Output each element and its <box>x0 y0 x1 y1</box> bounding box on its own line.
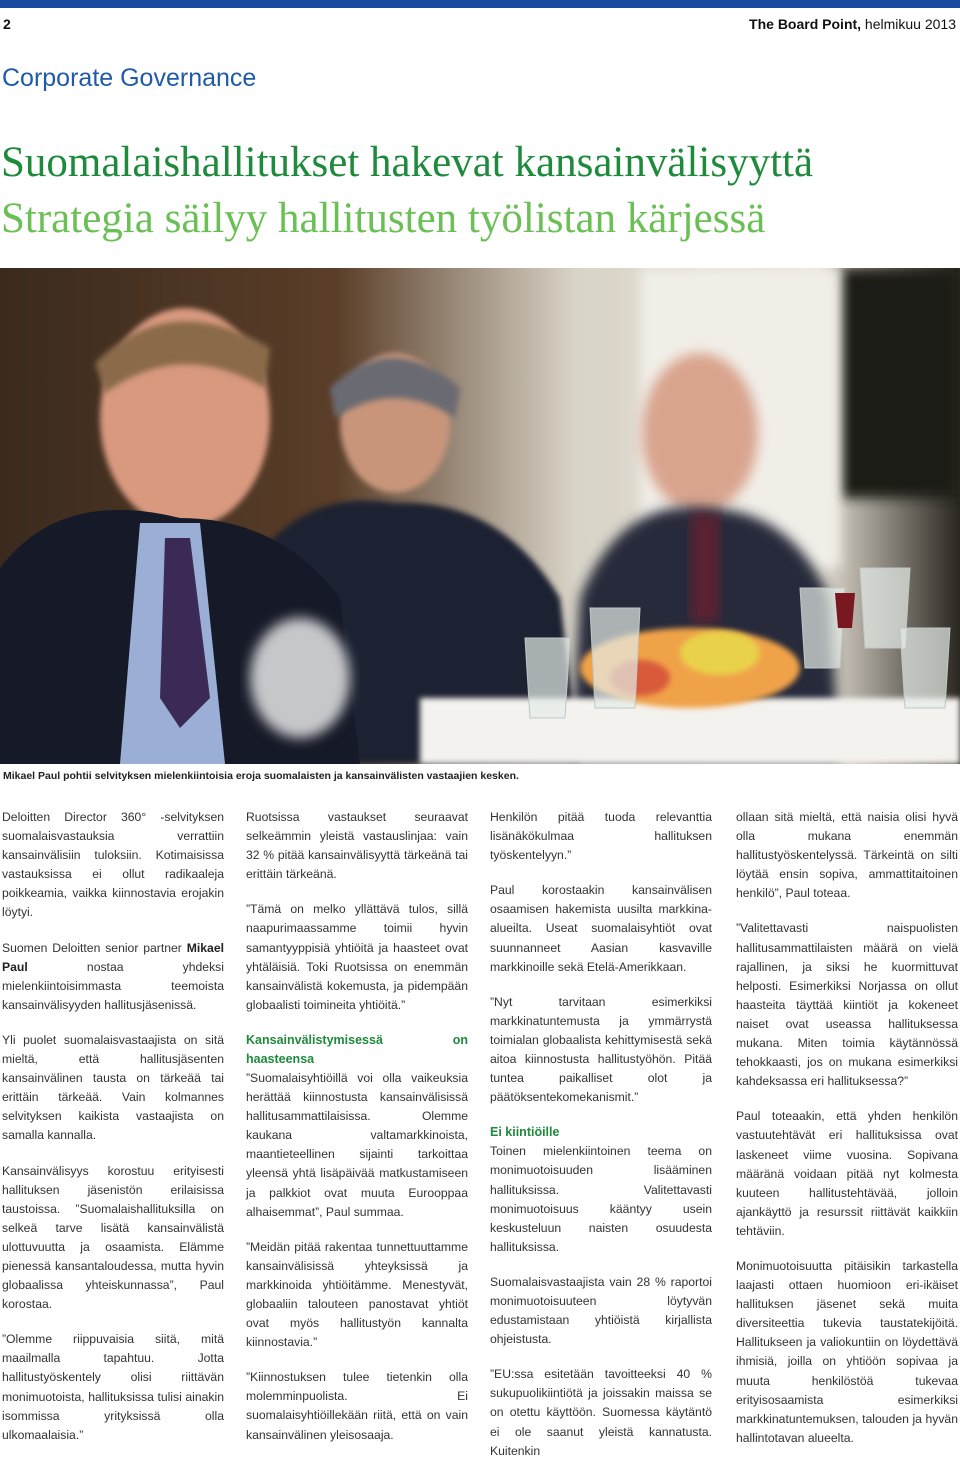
paragraph: ”Kiinnostuksen tulee tietenkin olla molemminpuolista. Ei suomalaisyhtiöillekään riitä, että on vain kansainvälinen yleisosaaja. <box>246 1370 468 1442</box>
paragraph: Henkilön pitää tuoda relevanttia lisänäkökulmaa hallituksen työskentelyyn.” <box>490 810 712 863</box>
text-span: Suomen Deloitten senior partner <box>2 940 187 955</box>
paragraph: ”Suomalaisyhtiöillä voi olla vaikeuksia herättää kiinnostusta kansainvälisissä hallitusammattilaisissa. Olemme kaukana valtamarkkinoista, maantieteellinen sijainti tarkoittaa yleensä yhtä lisäpäivää matkustamiseen ja palkkiot ovat muuta Eurooppaa alhaisemmat”, Paul summaa. <box>246 1070 468 1219</box>
paragraph: ollaan sitä mieltä, että naisia olisi hyvä olla mukana enemmän hallitustyöskentelyssä. Tärkeintä on silti löytää ensin sopiva, ammattitaitoinen henkilö”, Paul toteaa. <box>736 810 958 901</box>
paragraph: ”Tämä on melko yllättävä tulos, sillä naapurimaassamme toimii hyvin samantyyppisiä yhtiöitä ja haasteet ovat yhtäläisiä. Toki Ruotsissa on enemmän kansainvälistä kokemusta, ja pidempään globaalisti toimineita yhtiöitä.” <box>246 902 468 1012</box>
paragraph <box>2 939 224 1015</box>
paragraph: Yli puolet suomalaisvastaajista on sitä mieltä, että hallitusjäsenten kansainvälinen tausta on tärkeää tai erittäin tärkeää. Vain kolmannes selvityksen kaikista vastaajista on samalla kannalla. <box>2 1032 224 1143</box>
publication-name: The Board Point, <box>749 16 862 32</box>
page-number: 2 <box>3 16 11 32</box>
text-column-4 <box>736 808 958 1464</box>
paragraph: Deloitten Director 360° -selvityksen suomalaisvastauksia verrattiin kansainvälisiin tuloksiin. Kotimaisissa vastauksissa ei ollut radikaaleja poikkeamia, vaikka kiinnostavia erojakin löytyi. <box>2 810 224 920</box>
text-column-1 <box>2 808 224 1461</box>
person-name: Mikael Paul <box>2 940 224 974</box>
text-column-2 <box>246 808 468 1461</box>
paragraph: Paul toteaakin, että yhden henkilön vastuutehtävät eri hallituksissa ovat laskeneet viime vuosina. Sopivana määränä voidaan pitää nyt kolmesta kuuteen hallitustehtävää, jolloin ajankäyttö ja resurssit riittävät kaikkiin tehtäviin. <box>736 1109 958 1238</box>
subheading: Kansainvälistymisessä on haasteensa <box>246 1032 468 1066</box>
top-accent-bar <box>0 0 960 8</box>
paragraph: ”Nyt tarvitaan esimerkiksi markkinatuntemusta ja ymmärrystä toimialan globaalista kehittymisestä sekä aitoa kiinnostusta hallitustyöhön. Pitää tuntea paikalliset olot ja päätöksentekomekanismit.” <box>490 994 712 1105</box>
text-column-3 <box>490 808 712 1477</box>
paragraph: ”Olemme riippuvaisia siitä, mitä maailmalla tapahtuu. Jotta hallitustyöskentely olisi riittävän monimuotoista, hallituksissa tulisi ainakin isommissa yrityksissä olla ulkomaalaisia.” <box>2 1332 224 1442</box>
photo-caption: Mikael Paul pohtii selvityksen mielenkiintoisia eroja suomalaisten ja kansainvälisten vastaajien kesken. <box>3 770 519 782</box>
section-title: Corporate Governance <box>2 64 257 92</box>
subheadline: Strategia säilyy hallitusten työlistan kärjessä <box>1 195 766 242</box>
paragraph: Paul korostaakin kansainvälisen osaamisen hakemista uusilta markkina-alueilta. Useat suomalaisyhtiöt ovat suunnanneet Aasian kasvaville markkinoille sekä Etelä-Amerikkaan. <box>490 883 712 974</box>
subheading: Ei kiintiöille <box>490 1125 560 1140</box>
publication-issue: helmikuu 2013 <box>861 16 956 32</box>
paragraph: Kansainvälisyys korostuu erityisesti hallituksen jäsenistön erilaisissa taustoissa. ”Suomalaishallituksilla on selkeä tarve lisätä kansainvälistä ulottuvuutta ja osaamista. Elämme pienessä kansantaloudessa, mutta hyvin globaalissa yhteiskunnassa”, Paul korostaa. <box>2 1163 224 1312</box>
paragraph: ”EU:ssa esitetään tavoitteeksi 40 % sukupuolikiintiötä ja joissakin maissa se on otettu käyttöön. Suomessa käytäntö ei ole saanut yleistä kannatusta. Kuitenkin <box>490 1367 712 1458</box>
headline: Suomalaishallitukset hakevat kansainvälisyyttä <box>1 139 814 186</box>
article-photo <box>0 268 960 764</box>
text-span: nostaa yhdeksi mielenkiintoisimmasta teemoista kansainvälisyyden hallitusjäsenissä. <box>2 959 224 1012</box>
paragraph: ”Valitettavasti naispuolisten hallitusammattilaisten määrä on vielä rajallinen, ja siksi he kuormittuvat helposti. Esimerkiksi Norjassa on ollut haasteita täyttää kiintiöt ja kokeneet naiset ovat useassa hallituksessa mukana. Miten toimia käytännössä tehokkaasti, jos on mukana esimerkiksi kahdeksassa eri hallituksessa?” <box>736 921 958 1089</box>
paragraph: Monimuotoisuutta pitäisikin tarkastella laajasti ottaen huomioon eri-ikäiset hallituksen jäsenet sekä muita diversiteettia tukevia taustatekijöitä. Hallitukseen ja valiokuntiin on löydettävä ihmisiä, joilla on yhtiöön sopivaa ja muuta henkilöstöä tukevaa erityisosaamista esimerkiksi markkinatuntemuksen, talouden ja hyvän hallintotavan alueelta. <box>736 1258 958 1445</box>
paragraph: Toinen mielenkiintoinen teema on monimuotoisuuden lisääminen hallituksissa. Valitettavasti monimuotoisuus kääntyy usein keskusteluun naisten osuudesta hallituksissa. <box>490 1144 712 1254</box>
photo-illustration <box>0 268 960 764</box>
publication-masthead <box>749 16 956 32</box>
paragraph: ”Meidän pitää rakentaa tunnettuuttamme kansainvälisissä yhteyksissä ja markkinoida yhtiöitämme. Menestyvät, globaaliin talouteen panostavat yhtiöt ovat myös hallitustyön kannalta kiinnostavia.” <box>246 1239 468 1350</box>
paragraph: Ruotsissa vastaukset seuraavat selkeämmin yleistä vastauslinjaa: vain 32 % pitää kansainvälisyyttä tärkeänä tai erittäin tärkeänä. <box>246 810 468 882</box>
paragraph: Suomalaisvastaajista vain 28 % raportoi monimuotoisuuteen löytyvän edustamistaan yhtiöistä kirjallista ohjeistusta. <box>490 1274 712 1347</box>
